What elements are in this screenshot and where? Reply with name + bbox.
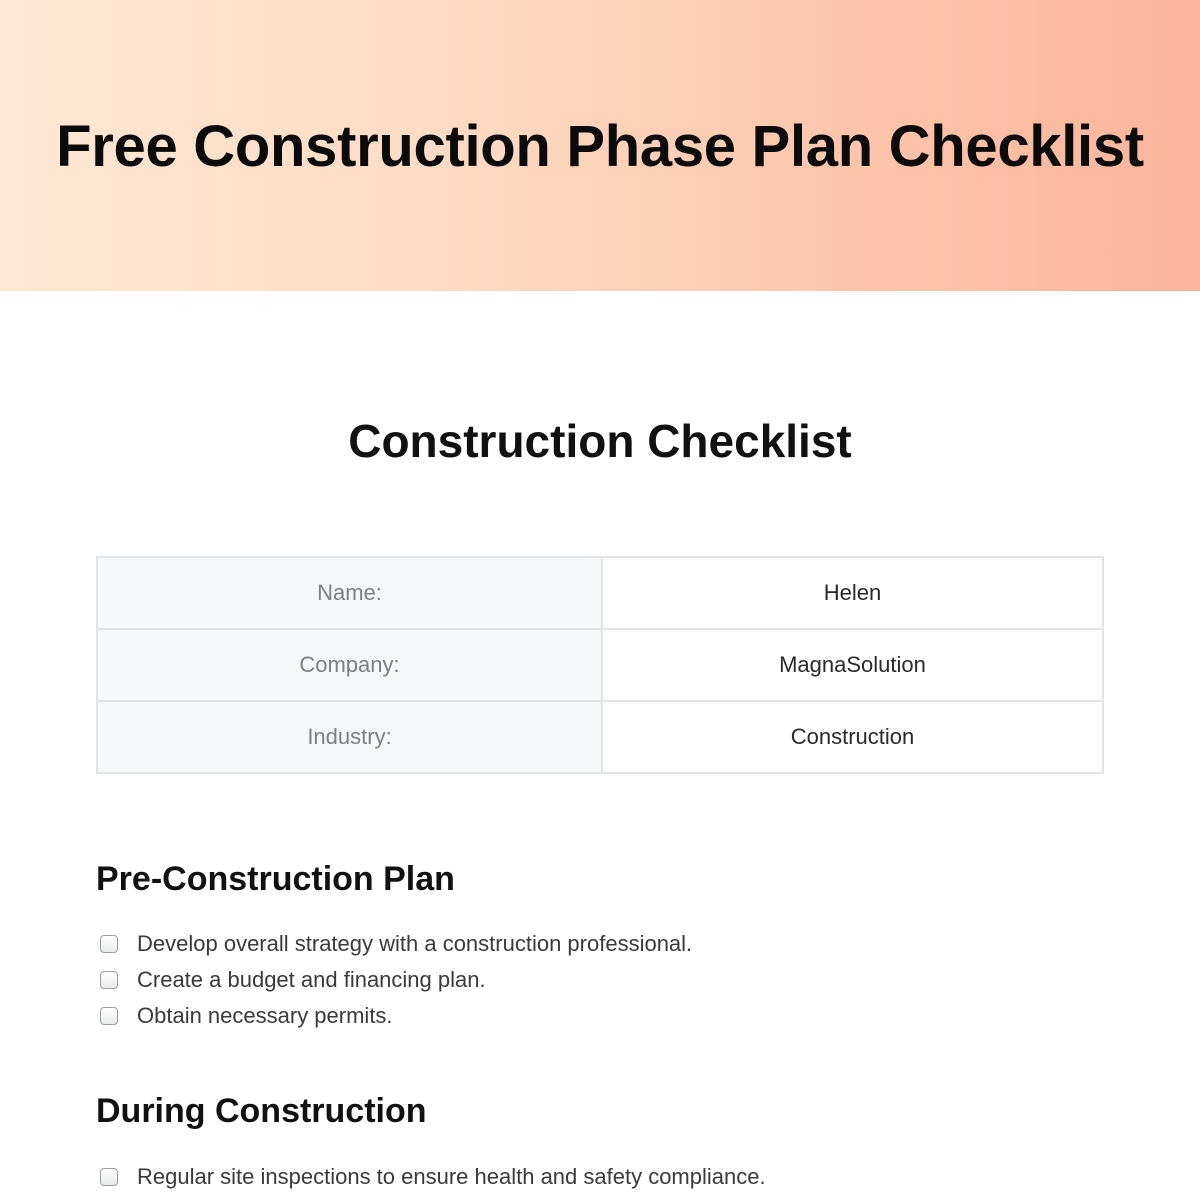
section-heading-pre-construction: Pre-Construction Plan: [96, 860, 455, 898]
table-row: [97, 629, 1103, 701]
company-value: MagnaSolution: [602, 629, 1103, 701]
checkbox[interactable]: [100, 1168, 118, 1186]
checkbox[interactable]: [100, 971, 118, 989]
table-row: [97, 701, 1103, 773]
section-heading-during-construction: During Construction: [96, 1092, 427, 1130]
checklist-item[interactable]: [100, 926, 692, 962]
checklist-item-text: Regular site inspections to ensure health and safety compliance.: [137, 1164, 766, 1189]
checklist-item[interactable]: [100, 998, 692, 1034]
table-row: [97, 557, 1103, 629]
name-label: Name:: [97, 557, 602, 629]
checklist-pre-construction: [100, 926, 692, 1034]
checkbox[interactable]: [100, 935, 118, 953]
company-label: Company:: [97, 629, 602, 701]
name-value: Helen: [602, 557, 1103, 629]
banner-title: Free Construction Phase Plan Checklist: [56, 114, 1144, 179]
industry-value: Construction: [602, 701, 1103, 773]
document-title: Construction Checklist: [348, 415, 852, 467]
checklist-during-construction: [100, 1159, 766, 1195]
checkbox[interactable]: [100, 1007, 118, 1025]
checklist-item-text: Develop overall strategy with a construction professional.: [137, 931, 693, 956]
checklist-item[interactable]: [100, 1159, 766, 1195]
industry-label: Industry:: [97, 701, 602, 773]
info-table: [96, 556, 1104, 774]
header-banner: [0, 0, 1200, 291]
checklist-item-text: Create a budget and financing plan.: [137, 967, 486, 992]
checklist-item[interactable]: [100, 962, 692, 998]
checklist-item-text: Obtain necessary permits.: [137, 1003, 393, 1028]
